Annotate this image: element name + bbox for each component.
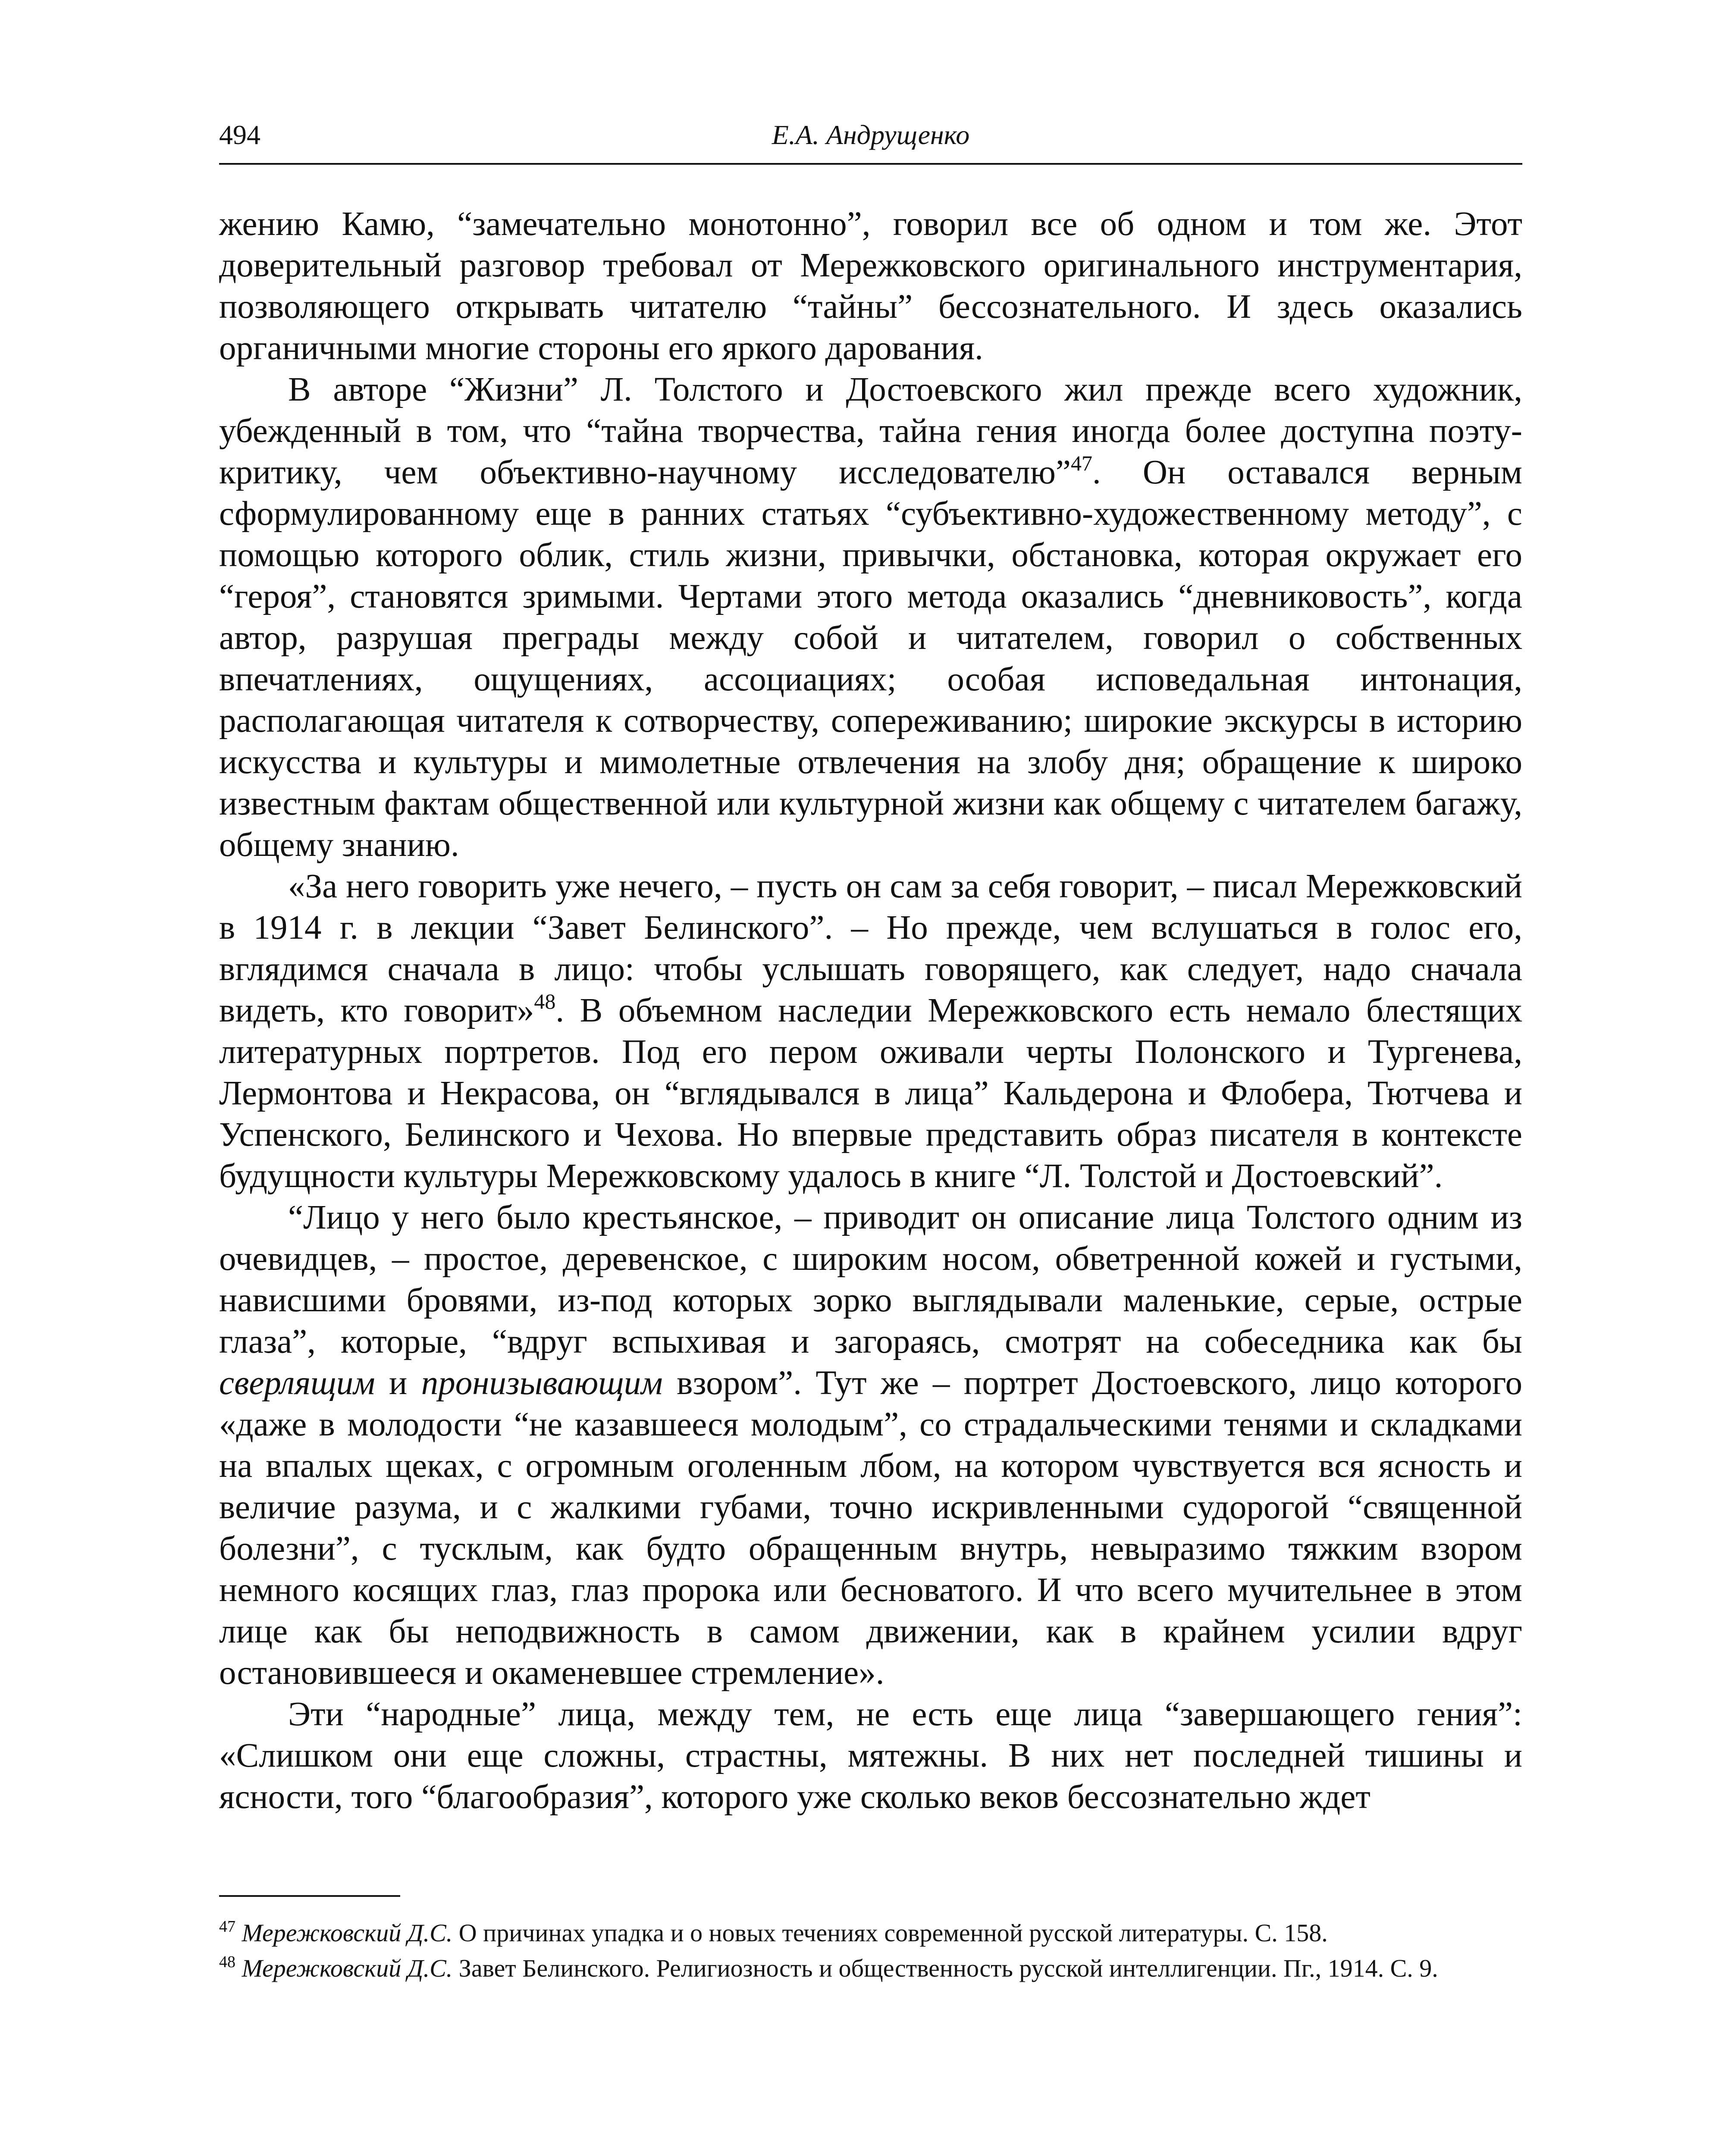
paragraph-text: . В объемном наследии Мережковского есть немало блестящих литературных портретов. Под его пером оживали черты Полонского и Тургенева, Лермонтова и Некрасова, он “вглядывался в лица” Кальдерона и Флобера, Тютчева и Успенского, Белинского и Чехова. Но впервые представить образ писателя в контексте будущности культуры Мережковскому удалось в книге “Л. Толстой и Достоевский”. xyxy=(219,992,1522,1195)
emphasis-text: пронизывающим xyxy=(421,1364,663,1402)
paragraph-text: Эти “народные” лица, между тем, не есть еще лица “завершающего гения”: «Слишком они еще сложны, страстны, мятежны. В них нет последней тишины и ясности, того “благообразия”, которого уже сколько веков бессознательно ждет xyxy=(219,1695,1522,1816)
footnote-author: Мережковский Д.С. xyxy=(242,1919,453,1947)
paragraph-text: В авторе “Жизни” Л. Толстого и Достоевского жил прежде всего художник, убежденный в том, что “тайна творчества, тайна гения иногда более доступна поэту-критику, чем объективно-научному исследователю” xyxy=(219,371,1522,491)
page-number: 494 xyxy=(219,119,260,150)
footnote-text: О причинах упадка и о новых течениях современной русской литературы. С. 158. xyxy=(452,1919,1328,1947)
running-title: Е.А. Андрущенко xyxy=(772,119,970,150)
paragraph-3 xyxy=(219,866,1522,1197)
body-text xyxy=(219,204,1522,1818)
footnote-text: Завет Белинского. Религиозность и общественность русской интеллигенции. Пг., 1914. С. 9. xyxy=(452,1954,1438,1982)
footnote-ref-48[interactable]: 48 xyxy=(534,989,556,1013)
footnote-number: 48 xyxy=(219,1953,235,1971)
paragraph-text: жению Камю, “замечательно монотонно”, говорил все об одном и том же. Этот доверительный разговор требовал от Мережковского оригинального инструментария, позволяющего открывать читателю “тайны” бессознательного. И здесь оказались органичными многие стороны его яркого дарования. xyxy=(219,205,1522,367)
paragraph-text: «За него говорить уже нечего, – пусть он сам за себя говорит, – писал Мережковский в 1914 г. в лекции “Завет Белинского”. – Но прежде, чем вслушаться в голос его, вглядимся сначала в лицо: чтобы услышать говорящего, как следует, надо сначала видеть, кто говорит» xyxy=(219,868,1522,1029)
footnote-rule xyxy=(219,1895,400,1897)
paragraph-4 xyxy=(219,1197,1522,1694)
paragraph-text: взором”. Тут же – портрет Достоевского, лицо которого «даже в молодости “не казавшееся молодым”, со страдальческими тенями и складками на впалых щеках, с огромным оголенным лбом, на котором чувствуется вся ясность и величие разума, и с жалкими губами, точно искривленными судорогой “священной болезни”, с тусклым, как будто обращенным внутрь, невыразимо тяжким взором немного косящих глаз, глаз пророка или бесноватого. И что всего мучительнее в этом лице как бы неподвижность в самом движении, как в крайнем усилии вдруг остановившееся и окаменевшее стремление». xyxy=(219,1364,1522,1692)
header-rule xyxy=(219,163,1522,165)
footnotes xyxy=(219,1915,1522,1986)
footnote-author: Мережковский Д.С. xyxy=(242,1954,453,1982)
footnote-ref-47[interactable]: 47 xyxy=(1071,451,1092,475)
footnote-number: 47 xyxy=(219,1918,235,1936)
footnote-48 xyxy=(219,1951,1522,1986)
paragraph-text: . Он оставался верным сформулированному еще в ранних статьях “субъективно-художественному методу”, с помощью которого облик, стиль жизни, привычки, обстановка, которая окружает его “героя”, становятся зримыми. Чертами этого метода оказались “дневниковость”, когда автор, разрушая преграды между собой и читателем, говорил о собственных впечатлениях, ощущениях, ассоциациях; особая исповедальная интонация, располагающая читателя к сотворчеству, сопереживанию; широкие экскурсы в историю искусства и культуры и мимолетные отвлечения на злобу дня; обращение к широко известным фактам общественной или культурной жизни как общему с читателем багажу, общему знанию. xyxy=(219,454,1522,864)
paragraph-text: и xyxy=(375,1364,421,1402)
emphasis-text: сверлящим xyxy=(219,1364,375,1402)
footnote-47 xyxy=(219,1915,1522,1951)
paragraph-1 xyxy=(219,204,1522,369)
paragraph-2 xyxy=(219,369,1522,866)
paragraph-5 xyxy=(219,1694,1522,1818)
running-head xyxy=(219,116,1522,154)
paragraph-text: “Лицо у него было крестьянское, – приводит он описание лица Толстого одним из очевидцев, – простое, деревенское, с широким носом, обветренной кожей и густыми, нависшими бровями, из-под которых зорко выглядывали маленькие, серые, острые глаза”, которые, “вдруг вспыхивая и загораясь, смотрят на собеседника как бы xyxy=(219,1199,1522,1360)
